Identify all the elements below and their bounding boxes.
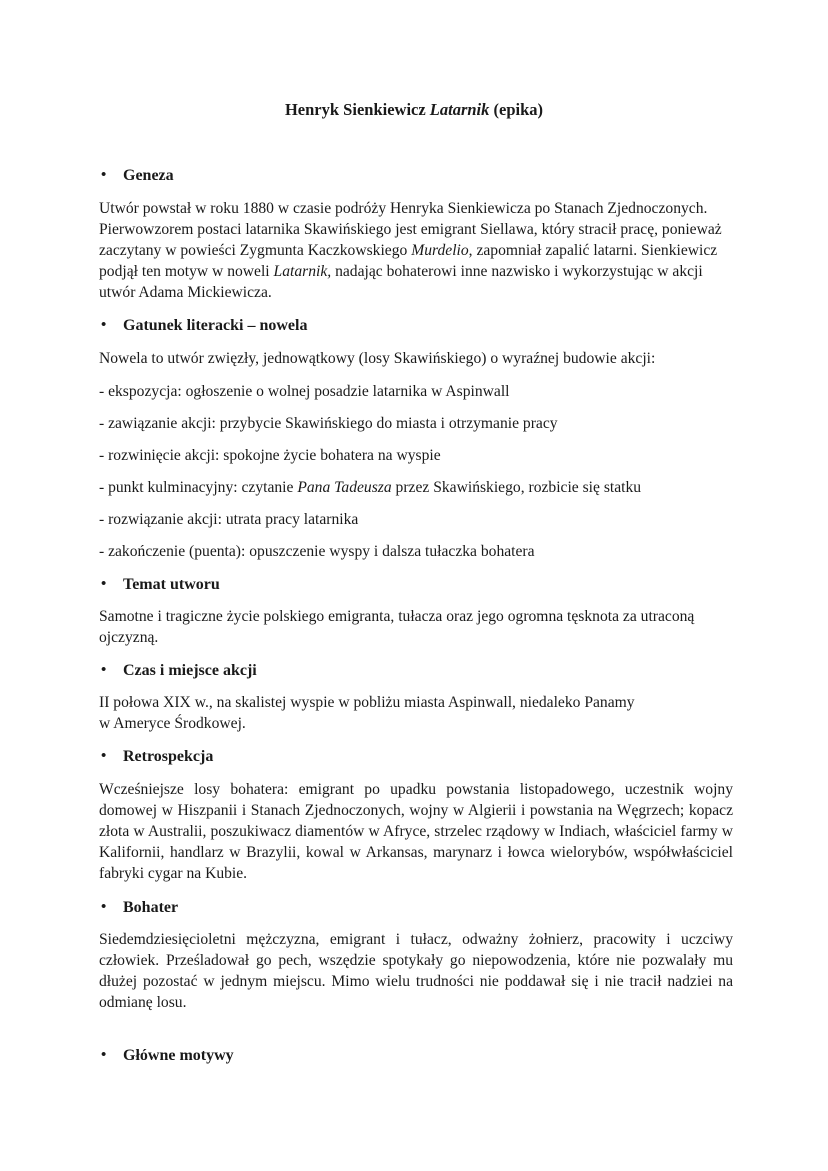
bullet-icon: • <box>101 899 107 915</box>
czas-line-2: w Ameryce Środkowej. <box>99 715 246 732</box>
list-item: - zawiązanie akcji: przybycie Skawińskiego do miasta i otrzymanie pracy <box>99 415 558 432</box>
bullet-icon: • <box>101 317 107 333</box>
list-item-kulminacja: - punkt kulminacyjny: czytanie Pana Tadeusza przez Skawińskiego, rozbicie się statku <box>99 479 642 496</box>
bullet-icon: • <box>101 662 107 678</box>
gatunek-intro: Nowela to utwór zwięzły, jednowątkowy (losy Skawińskiego) o wyraźnej budowie akcji: <box>99 350 656 367</box>
retrospekcja-paragraph: Wcześniejsze losy bohatera: emigrant po upadku powstania listopadowego, uczestnik wojny domowej w Hiszpanii i Stanach Zjednoczonych, wojny w Algierii i powstania na Węgrzech; kopacz złota w Australii, poszukiwacz diamentów w Afryce, strzelec rządowy w Indiach, właściciel farmy w Kalifornii, handlarz w Brazylii, kowal w Arkansas, marynarz i łowca wielorybów, współwłaściciel fabryki cygar na Kubie. <box>99 781 733 882</box>
bullet-icon: • <box>101 576 107 592</box>
section-heading-motywy: • Główne motywy <box>101 1047 234 1064</box>
list-item: - ekspozycja: ogłoszenie o wolnej posadzie latarnika w Aspinwall <box>99 383 510 400</box>
bullet-icon: • <box>101 167 107 183</box>
section-heading-bohater: • Bohater <box>101 899 179 916</box>
geneza-paragraph: Utwór powstał w roku 1880 w czasie podróży Henryka Sienkiewicza po Stanach Zjednoczonych. Pierwowzorem postaci latarnika Skawińskiego jest emigrant Siellawa, który stracił pracę, ponieważ zaczytany w powieści Zygmunta Kaczkowskiego Murdelio, zapomniał zapalić latarni. Sienkiewicz podjął ten motyw w noweli Latarnik, nadając bohaterowi inne nazwisko i wykorzystując w akcji utwór Adama Mickiewicza. <box>99 200 722 301</box>
section-heading-gatunek: • Gatunek literacki – nowela <box>101 317 308 334</box>
list-item: - rozwiązanie akcji: utrata pracy latarnika <box>99 511 359 528</box>
list-item: - rozwinięcie akcji: spokojne życie bohatera na wyspie <box>99 447 441 464</box>
page-title: Henryk Sienkiewicz Latarnik (epika) <box>284 100 544 119</box>
list-item: - zakończenie (puenta): opuszczenie wyspy i dalsza tułaczka bohatera <box>99 543 535 560</box>
section-heading-geneza: • Geneza <box>101 167 174 184</box>
section-heading-temat: • Temat utworu <box>101 576 220 593</box>
czas-line-1: II połowa XIX w., na skalistej wyspie w pobliżu miasta Aspinwall, niedaleko Panamy <box>99 694 635 711</box>
bullet-icon: • <box>101 1047 107 1063</box>
section-heading-czas: • Czas i miejsce akcji <box>101 662 257 679</box>
temat-paragraph: Samotne i tragiczne życie polskiego emigranta, tułacza oraz jego ogromna tęsknota za utraconą ojczyzną. <box>99 608 695 646</box>
bohater-paragraph: Siedemdziesięcioletni mężczyzna, emigrant i tułacz, odważny żołnierz, pracowity i uczciwy człowiek. Prześladował go pech, wszędzie spotykały go niepowodzenia, które nie pozwalały mu dłużej pozostać w jednym miejscu. Mimo wielu trudności nie poddawał się i nie tracił nadziei na odmianę losu. <box>99 931 733 1011</box>
bullet-icon: • <box>101 748 107 764</box>
section-heading-retrospekcja: • Retrospekcja <box>101 748 214 765</box>
